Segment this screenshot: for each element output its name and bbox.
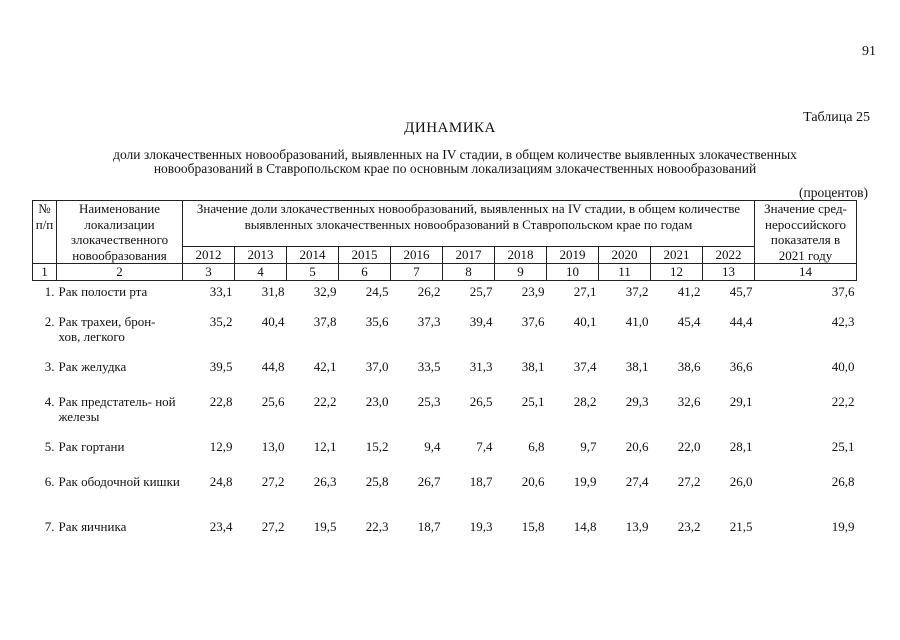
row-value: 27,1 [573,284,597,299]
row-index: 2. [44,314,55,329]
row-value: 41,2 [677,284,701,299]
header-column-number: 10 [547,264,599,281]
row-value: 26,2 [417,284,441,299]
row-value: 37,6 [521,314,545,329]
row-value: 25,1 [521,394,545,409]
row-value: 15,2 [365,439,389,454]
row-value: 23,2 [677,519,701,534]
table-row [33,519,857,554]
row-value: 37,8 [313,314,337,329]
header-year: 2014 [287,247,339,264]
row-value: 26,5 [469,394,493,409]
header-year: 2015 [339,247,391,264]
table-label: Таблица 25 [803,110,870,125]
header-year: 2013 [235,247,287,264]
header-values: Значение доли злокачественных новообразований, выявленных на IV стадии, в общем количестве выявленных злокачественных новообразований в Ставропольском крае по годам [183,201,755,247]
header-numbers-row [33,264,857,281]
row-value: 25,8 [365,474,389,489]
row-value: 38,1 [521,359,545,374]
header-column-number: 4 [235,264,287,281]
row-value: 36,6 [729,359,753,374]
header-column-number: 1 [33,264,57,281]
header-column-number: 7 [391,264,443,281]
row-value: 7,4 [476,439,493,454]
row-value: 38,1 [625,359,649,374]
row-value: 35,2 [209,314,233,329]
row-value: 31,3 [469,359,493,374]
row-value: 12,9 [209,439,233,454]
row-value: 32,9 [313,284,337,299]
row-value: 14,8 [573,519,597,534]
row-value: 29,1 [729,394,753,409]
row-value: 24,8 [209,474,233,489]
row-value: 23,0 [365,394,389,409]
row-value: 39,5 [209,359,233,374]
table-row [33,281,857,315]
row-value: 41,0 [625,314,649,329]
table-header [33,201,857,281]
row-localization: Рак желудка [58,359,127,374]
row-index: 3. [44,359,55,374]
page-number: 91 [862,44,876,59]
row-index: 1. [44,284,55,299]
row-localization: Рак ободочной кишки [58,474,180,489]
header-year: 2020 [599,247,651,264]
row-value: 28,1 [729,439,753,454]
header-year: 2018 [495,247,547,264]
row-value: 26,3 [313,474,337,489]
row-national-average: 19,9 [831,519,855,534]
header-year: 2019 [547,247,599,264]
data-table [32,200,857,554]
row-value: 45,7 [729,284,753,299]
row-value: 27,2 [261,519,285,534]
row-value: 33,5 [417,359,441,374]
header-column-number: 11 [599,264,651,281]
header-column-number: 5 [287,264,339,281]
row-value: 42,1 [313,359,337,374]
header-column-number: 3 [183,264,235,281]
row-value: 37,4 [573,359,597,374]
table-row [33,394,857,439]
row-value: 45,4 [677,314,701,329]
row-index: 4. [44,394,55,409]
row-national-average: 22,2 [831,394,855,409]
row-index: 7. [44,519,55,534]
row-national-average: 37,6 [831,284,855,299]
row-value: 9,7 [580,439,597,454]
row-value: 23,4 [209,519,233,534]
row-value: 21,5 [729,519,753,534]
header-column-number: 2 [57,264,183,281]
row-value: 25,7 [469,284,493,299]
row-value: 20,6 [625,439,649,454]
row-index: 6. [44,474,55,489]
row-localization: Рак гортани [58,439,125,454]
row-national-average: 42,3 [831,314,855,329]
header-year: 2017 [443,247,495,264]
row-value: 39,4 [469,314,493,329]
row-value: 9,4 [424,439,441,454]
row-value: 22,8 [209,394,233,409]
table-row [33,359,857,394]
row-value: 13,0 [261,439,285,454]
row-value: 26,0 [729,474,753,489]
row-localization: Рак предстатель- ной железы [58,394,176,424]
document-title: ДИНАМИКА [404,120,496,136]
document-subtitle [60,148,850,176]
header-column-number: 8 [443,264,495,281]
row-value: 13,9 [625,519,649,534]
units-label: (процентов) [798,185,868,200]
row-value: 18,7 [417,519,441,534]
row-value: 28,2 [573,394,597,409]
row-value: 27,4 [625,474,649,489]
header-year: 2022 [703,247,755,264]
row-value: 40,4 [261,314,285,329]
header-year: 2016 [391,247,443,264]
subtitle-line-2: новообразований в Ставропольском крае по основным локализациям злокачественных новообразований [153,161,757,176]
row-value: 37,0 [365,359,389,374]
header-column-number: 14 [755,264,857,281]
row-value: 25,3 [417,394,441,409]
row-index: 5. [44,439,55,454]
table-row [33,439,857,474]
header-column-number: 6 [339,264,391,281]
row-localization: Рак трахеи, брон- хов, легкого [58,314,156,344]
row-value: 38,6 [677,359,701,374]
row-value: 29,3 [625,394,649,409]
row-value: 27,2 [261,474,285,489]
header-name: Наименование локализации злокачественного новообразования [57,201,183,264]
row-localization: Рак полости рта [58,284,148,299]
row-value: 23,9 [521,284,545,299]
header-column-number: 9 [495,264,547,281]
header-average: Значение сред- нероссийского показателя в 2021 году [755,201,857,264]
row-value: 24,5 [365,284,389,299]
row-value: 44,8 [261,359,285,374]
row-value: 22,3 [365,519,389,534]
header-no: № п/п [33,201,57,264]
row-national-average: 40,0 [831,359,855,374]
subtitle-line-1: доли злокачественных новообразований, выявленных на IV стадии, в общем количестве выявленных злокачественных [113,147,797,162]
row-value: 25,6 [261,394,285,409]
row-value: 27,2 [677,474,701,489]
table-body [33,281,857,555]
header-column-number: 12 [651,264,703,281]
header-year: 2012 [183,247,235,264]
row-value: 22,2 [313,394,337,409]
row-national-average: 25,1 [831,439,855,454]
table-row [33,314,857,359]
row-value: 22,0 [677,439,701,454]
row-value: 37,3 [417,314,441,329]
row-value: 32,6 [677,394,701,409]
row-value: 31,8 [261,284,285,299]
row-value: 37,2 [625,284,649,299]
row-value: 19,3 [469,519,493,534]
row-national-average: 26,8 [831,474,855,489]
row-value: 26,7 [417,474,441,489]
row-value: 33,1 [209,284,233,299]
row-value: 19,9 [573,474,597,489]
row-value: 18,7 [469,474,493,489]
row-value: 44,4 [729,314,753,329]
row-value: 19,5 [313,519,337,534]
header-column-number: 13 [703,264,755,281]
table-row [33,474,857,519]
header-year: 2021 [651,247,703,264]
row-value: 35,6 [365,314,389,329]
row-value: 12,1 [313,439,337,454]
row-value: 40,1 [573,314,597,329]
row-value: 6,8 [528,439,545,454]
row-value: 20,6 [521,474,545,489]
row-localization: Рак яичника [58,519,127,534]
row-value: 15,8 [521,519,545,534]
